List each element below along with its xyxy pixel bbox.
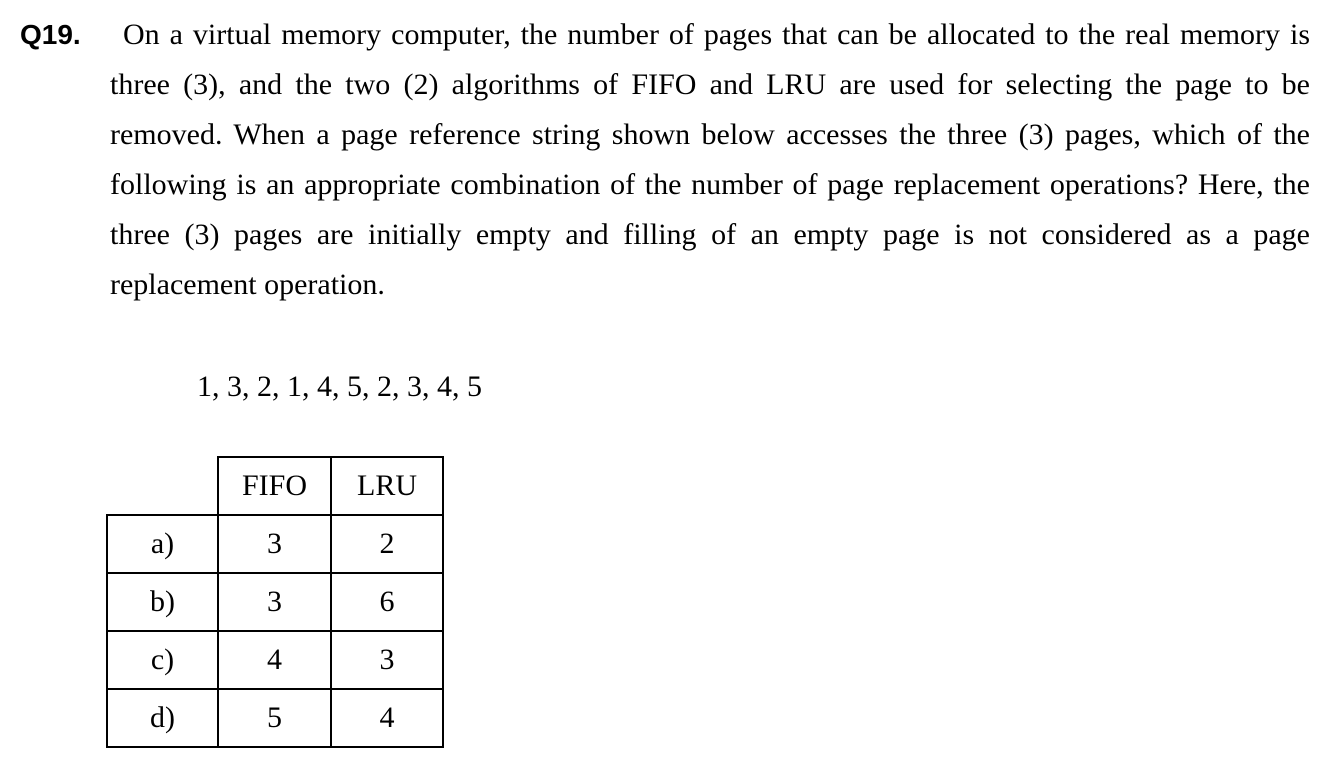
header-fifo: FIFO <box>218 457 331 515</box>
question-number: Q19. <box>20 19 81 50</box>
fifo-value: 4 <box>218 631 331 689</box>
answer-row-c[interactable] <box>107 631 443 689</box>
header-blank-cell <box>107 457 218 515</box>
option-label: b) <box>107 573 218 631</box>
question-text: On a virtual memory computer, the number of pages that can be allocated to the real memory is three (3), and the two (2) algorithms of FIFO and LRU are used for selecting the page to be removed. When a page reference string shown below accesses the three (3) pages, which of the following is an appropriate combination of the number of page replacement operations? Here, the three (3) pages are initially empty and filling of an empty page is not considered as a page replacement operation. <box>110 18 1310 301</box>
lru-value: 3 <box>331 631 443 689</box>
answer-row-b[interactable] <box>107 573 443 631</box>
fifo-value: 5 <box>218 689 331 747</box>
fifo-value: 3 <box>218 573 331 631</box>
answer-row-d[interactable] <box>107 689 443 747</box>
lru-value: 6 <box>331 573 443 631</box>
option-label: d) <box>107 689 218 747</box>
answer-table-header <box>107 457 443 515</box>
option-label: a) <box>107 515 218 573</box>
header-lru: LRU <box>331 457 443 515</box>
fifo-value: 3 <box>218 515 331 573</box>
lru-value: 4 <box>331 689 443 747</box>
answer-table <box>106 456 444 748</box>
lru-value: 2 <box>331 515 443 573</box>
answer-row-a[interactable] <box>107 515 443 573</box>
page-reference-string: 1, 3, 2, 1, 4, 5, 2, 3, 4, 5 <box>197 370 482 403</box>
option-label: c) <box>107 631 218 689</box>
